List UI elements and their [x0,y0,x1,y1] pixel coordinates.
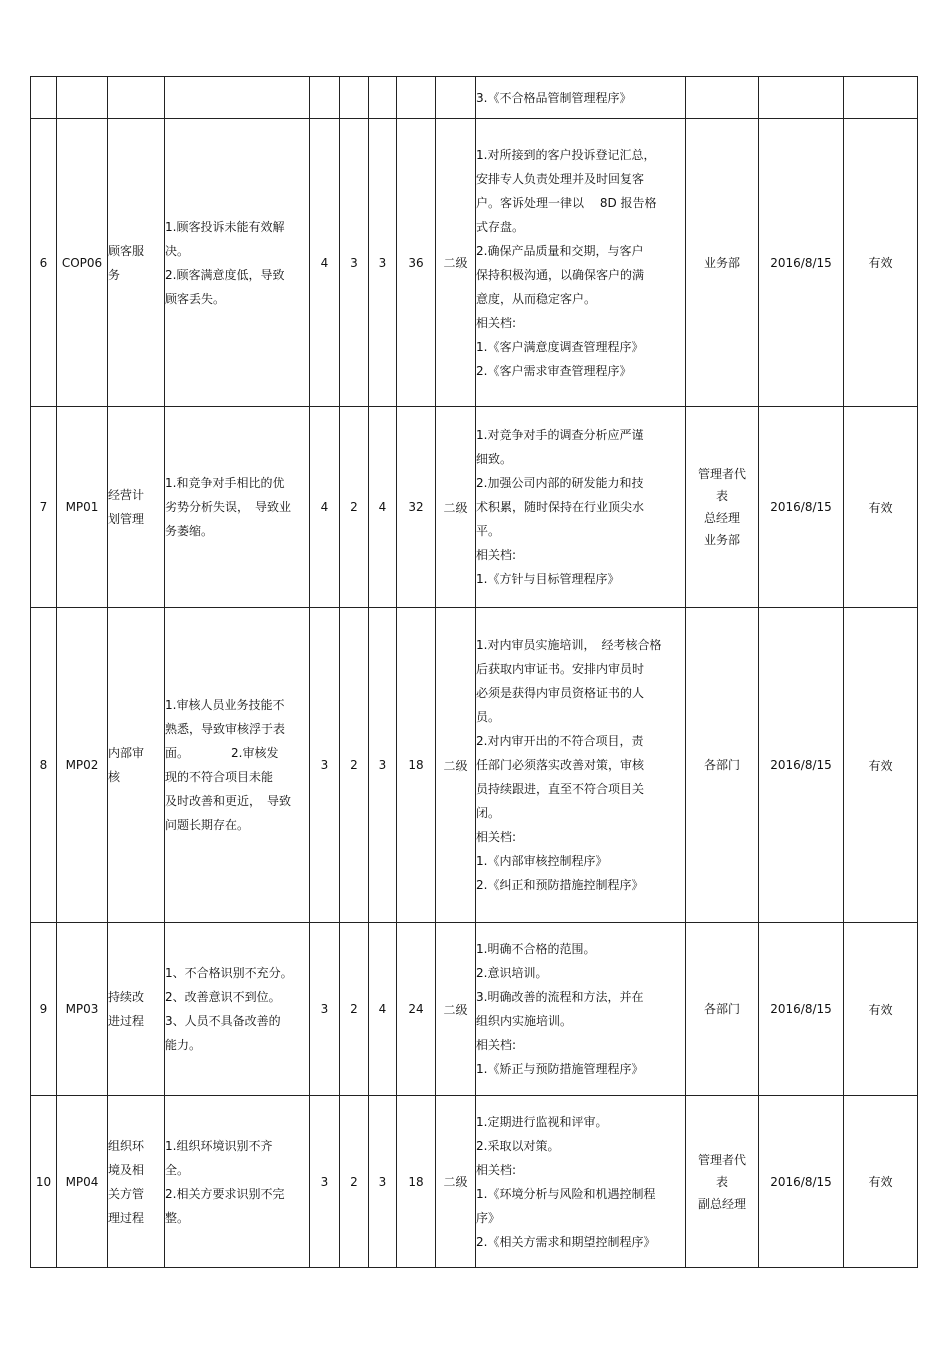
process-line: 境及相 [108,1162,145,1177]
process-line: 关方管 [108,1186,145,1201]
measure-line: 相关档: [476,315,517,330]
measure-line: 相关档: [476,1038,517,1052]
dept-line: 各部门 [703,1002,740,1016]
measure-line: 1.对所接到的客户投诉登记汇总， [476,147,656,162]
table-row [31,608,918,923]
table-row [31,119,918,407]
measure-line: 相关档: [476,1162,517,1177]
process-line: 持续改 [108,990,145,1004]
cell-o: 2 [340,608,369,923]
cell-rpn: 32 [397,407,436,608]
cell-level: 二级 [436,608,476,923]
cell-date: 2016/8/15 [759,923,844,1096]
measure-line: 1.对竞争对手的调查分析应严谨 [476,428,644,442]
cell-no [31,77,57,119]
table-row [31,1096,918,1268]
cell-code: MP04 [57,1096,108,1268]
cell-dept [686,608,759,923]
table-row [31,407,918,608]
cell-measures [476,608,686,923]
cell-process [108,1096,165,1268]
process-line: 经营计 [108,488,145,502]
measure-line: 1.《矫正与预防措施管理程序》 [476,1062,644,1076]
risk-line: 决。 [165,243,190,258]
cell-risk [165,608,310,923]
risk-line: 1.审核人员业务技能不 [165,698,285,712]
cell-date [759,77,844,119]
risk-line: 现的不符合项目未能 [165,770,274,784]
cell-dept [686,77,759,119]
cell-level: 二级 [436,923,476,1096]
cell-rpn: 18 [397,608,436,923]
risk-line: 1、不合格识别不充分。 [165,966,293,980]
cell-level: 二级 [436,407,476,608]
risk-line: 整。 [165,1210,190,1225]
cell-dept [686,119,759,407]
table-row-continued [31,77,918,119]
risk-line: 及时改善和更近， 导致 [165,794,292,808]
dept-line: 业务部 [703,255,740,270]
cell-process [108,119,165,407]
dept-line: 总经理 [703,511,740,525]
measure-line: 户。客诉处理一律以 8D 报告格 [476,195,657,210]
cell-status: 有效 [844,608,918,923]
cell-status: 有效 [844,119,918,407]
measure-line: 细致。 [476,452,513,466]
risk-line: 顾客丢失。 [165,291,226,306]
cell-rpn [397,77,436,119]
measure-line: 2.采取以对策。 [476,1138,560,1153]
cell-s: 3 [310,608,340,923]
measure-line: 序》 [476,1210,501,1225]
cell-code: COP06 [57,119,108,407]
cell-no: 8 [31,608,57,923]
cell-risk [165,407,310,608]
dept-line: 表 [715,489,728,503]
dept-line: 表 [715,1174,728,1189]
process-line: 顾客服 [108,243,145,258]
risk-line: 1.和竞争对手相比的优 [165,476,285,490]
cell-measures [476,77,686,119]
cell-status: 有效 [844,407,918,608]
dept-line: 管理者代 [697,467,746,481]
risk-line: 面。 2.审核发 [165,746,279,760]
risk-line: 3、人员不具备改善的 [165,1014,281,1028]
measure-line: 2.《纠正和预防措施控制程序》 [476,878,644,892]
measure-line: 2.加强公司内部的研发能力和技 [476,476,644,490]
dept-line: 各部门 [703,758,740,772]
measure-line: 2.《相关方需求和期望控制程序》 [476,1234,656,1249]
cell-status: 有效 [844,923,918,1096]
measure-line: 员。 [476,710,501,724]
cell-code: MP01 [57,407,108,608]
cell-code: MP02 [57,608,108,923]
risk-line: 2、改善意识不到位。 [165,990,281,1004]
cell-risk [165,119,310,407]
process-line: 内部审 [108,746,145,760]
measure-line: 安排专人负责处理并及时回复客 [476,171,645,186]
process-line: 组织环 [108,1138,145,1153]
cell-date: 2016/8/15 [759,119,844,407]
measure-line: 组织内实施培训。 [476,1014,573,1028]
cell-o: 2 [340,407,369,608]
cell-d: 3 [369,119,397,407]
dept-line: 管理者代 [697,1152,746,1167]
measure-line: 2.意识培训。 [476,966,548,980]
measure-line: 1.定期进行监视和评审。 [476,1114,608,1129]
measure-line: 2.确保产品质量和交期，与客户 [476,243,644,258]
risk-line: 全。 [165,1162,190,1177]
risk-line: 1.组织环境识别不齐 [165,1138,273,1153]
cell-o [340,77,369,119]
cell-o: 2 [340,923,369,1096]
cell-level [436,77,476,119]
cell-rpn: 36 [397,119,436,407]
cell-risk [165,77,310,119]
measure-line: 相关档: [476,548,517,562]
cell-d: 4 [369,407,397,608]
cell-d: 3 [369,608,397,923]
risk-line: 2.相关方要求识别不完 [165,1186,285,1201]
measure-line: 意度，从而稳定客户。 [476,291,597,306]
risk-line: 能力。 [165,1038,202,1052]
cell-no: 9 [31,923,57,1096]
risk-line: 问题长期存在。 [165,818,250,832]
measure-line: 2.《客户需求审查管理程序》 [476,363,632,378]
risk-assessment-table [30,76,918,1268]
cell-dept [686,1096,759,1268]
cell-s: 4 [310,407,340,608]
cell-process [108,77,165,119]
process-line: 核 [108,770,121,784]
table-row [31,923,918,1096]
cell-s [310,77,340,119]
cell-level: 二级 [436,1096,476,1268]
dept-line: 业务部 [703,533,740,547]
cell-process [108,608,165,923]
measure-line: 1.《方针与目标管理程序》 [476,572,620,586]
measure-line: 1.《客户满意度调查管理程序》 [476,339,644,354]
measure-line: 相关档: [476,830,517,844]
cell-process [108,923,165,1096]
cell-s: 3 [310,1096,340,1268]
risk-line: 务萎缩。 [165,524,214,538]
cell-s: 3 [310,923,340,1096]
cell-risk [165,1096,310,1268]
measure-line: 平。 [476,524,501,538]
process-line: 理过程 [108,1210,145,1225]
cell-status: 有效 [844,1096,918,1268]
cell-measures [476,923,686,1096]
cell-measures [476,119,686,407]
cell-s: 4 [310,119,340,407]
risk-line: 2.顾客满意度低，导致 [165,267,285,282]
cell-d: 4 [369,923,397,1096]
cell-date: 2016/8/15 [759,1096,844,1268]
measure-line: 闭。 [476,806,501,820]
cell-d [369,77,397,119]
measure-line: 式存盘。 [476,219,525,234]
cell-status [844,77,918,119]
cell-no: 6 [31,119,57,407]
cell-no: 7 [31,407,57,608]
risk-line: 熟悉，导致审核浮于表 [165,722,286,736]
cell-o: 2 [340,1096,369,1268]
process-line: 划管理 [108,512,145,526]
cell-measures [476,407,686,608]
cell-code [57,77,108,119]
risk-line: 1.顾客投诉未能有效解 [165,219,285,234]
measure-line: 1.对内审员实施培训， 经考核合格 [476,638,662,652]
measure-line: 1.明确不合格的范围。 [476,942,596,956]
cell-no: 10 [31,1096,57,1268]
process-line: 务 [108,267,121,282]
cell-risk [165,923,310,1096]
measure-line: 保持积极沟通，以确保客户的满 [476,267,645,282]
measure-line: 1.《内部审核控制程序》 [476,854,608,868]
measure-line: 术积累，随时保持在行业顶尖水 [476,500,645,514]
cell-level: 二级 [436,119,476,407]
cell-rpn: 24 [397,923,436,1096]
cell-dept [686,923,759,1096]
cell-code: MP03 [57,923,108,1096]
measure-line: 3.《不合格品管制管理程序》 [476,90,632,105]
cell-date: 2016/8/15 [759,407,844,608]
cell-date: 2016/8/15 [759,608,844,923]
measure-line: 2.对内审开出的不符合项目，责 [476,734,644,748]
risk-line: 劣势分析失误， 导致业 [165,500,292,514]
measure-line: 1.《环境分析与风险和机遇控制程 [476,1186,656,1201]
cell-measures [476,1096,686,1268]
cell-d: 3 [369,1096,397,1268]
measure-line: 员持续跟进，直至不符合项目关 [476,782,645,796]
cell-dept [686,407,759,608]
cell-process [108,407,165,608]
measure-line: 必须是获得内审员资格证书的人 [476,686,645,700]
measure-line: 任部门必须落实改善对策，审核 [476,758,645,772]
measure-line: 3.明确改善的流程和方法，并在 [476,990,644,1004]
cell-o: 3 [340,119,369,407]
process-line: 进过程 [108,1014,145,1028]
measure-line: 后获取内审证书。安排内审员时 [476,662,645,676]
cell-rpn: 18 [397,1096,436,1268]
dept-line: 副总经理 [697,1196,746,1211]
